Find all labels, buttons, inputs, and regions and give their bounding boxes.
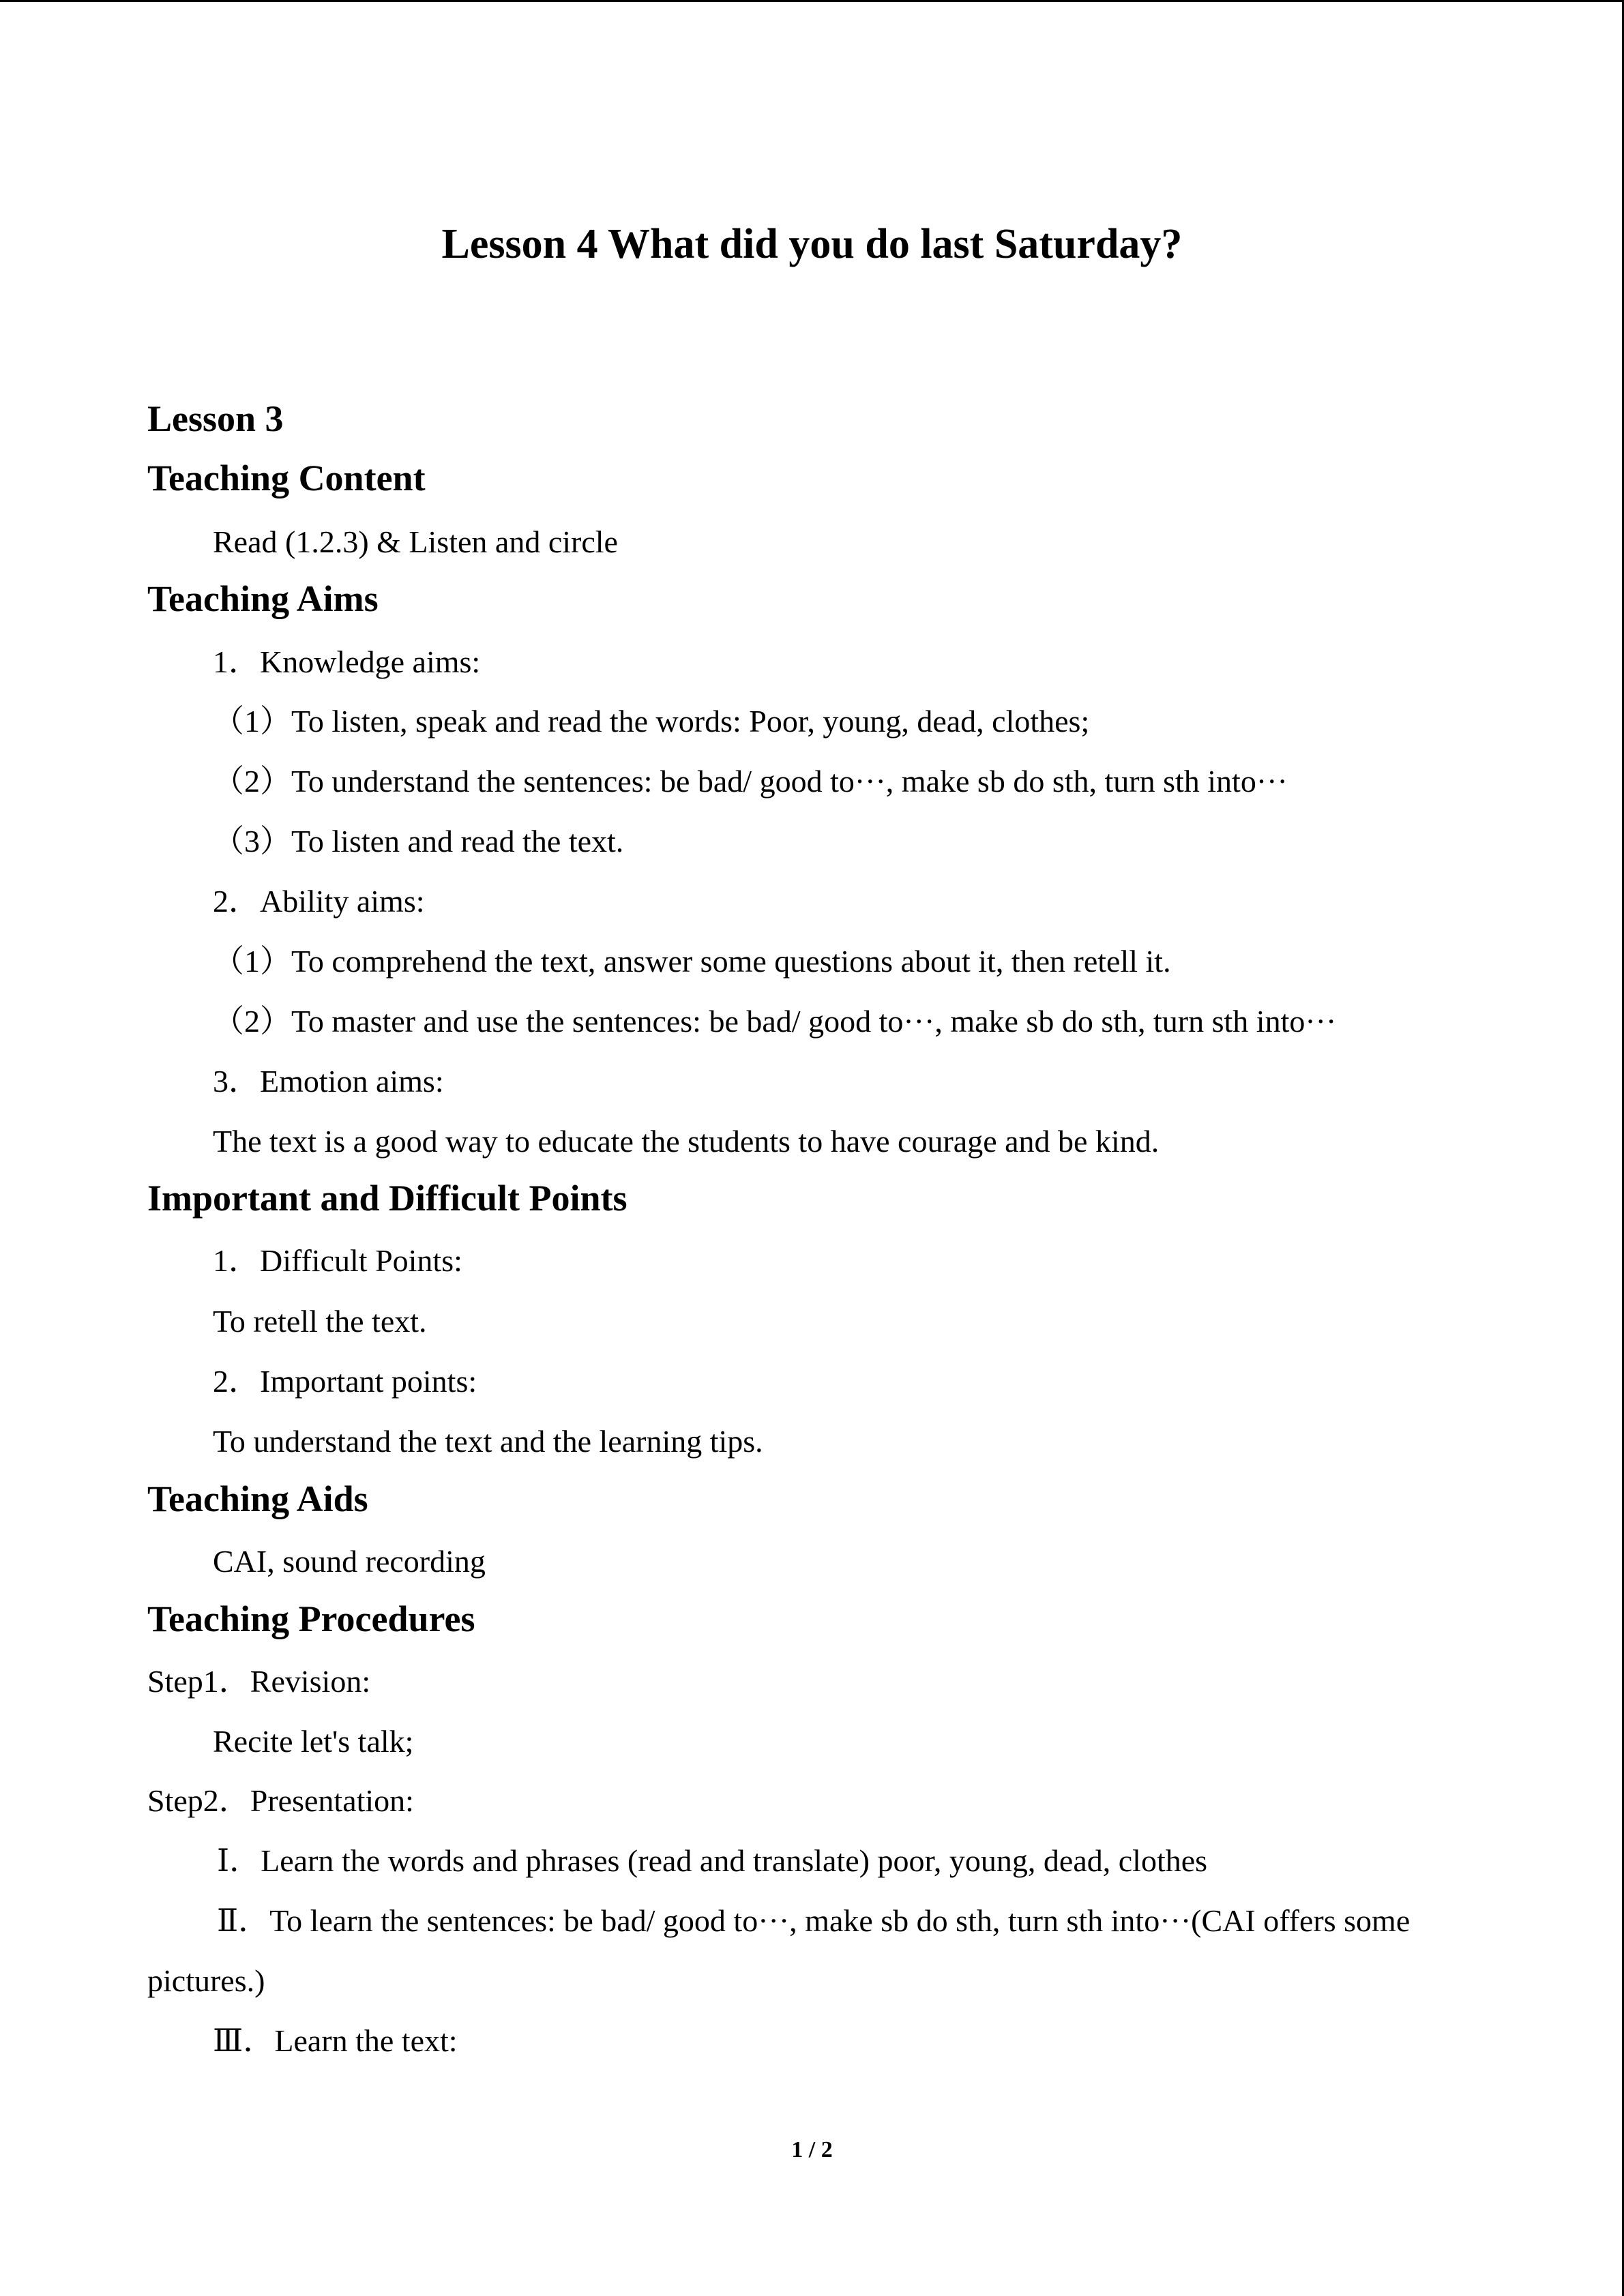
step1-label: Step1．Revision: <box>147 1664 371 1699</box>
ability-item: （1）To comprehend the text, answer some questions about it, then retell it. <box>213 944 1171 979</box>
teaching-procedures-heading: Teaching Procedures <box>147 1598 475 1639</box>
page-number: 1 / 2 <box>791 2137 833 2162</box>
important-difficult-heading: Important and Difficult Points <box>147 1178 628 1219</box>
difficult-points-text: To retell the text. <box>213 1304 427 1339</box>
teaching-aims-heading: Teaching Aims <box>147 578 379 619</box>
step1-text: Recite let's talk; <box>213 1724 414 1759</box>
presentation-item-2-continued: pictures.) <box>147 1963 265 1998</box>
important-points-label: 2．Important points: <box>213 1364 477 1399</box>
presentation-item-3: Ⅲ．Learn the text: <box>213 2023 458 2058</box>
presentation-item-2: Ⅱ．To learn the sentences: be bad/ good to···, make sb do sth, turn sth into···(CAI offers some <box>217 1903 1411 1938</box>
emotion-aims-text: The text is a good way to educate the students to have courage and be kind. <box>213 1124 1160 1159</box>
presentation-item-1: Ⅰ．Learn the words and phrases (read and translate) poor, young, dead, clothes <box>217 1843 1208 1878</box>
knowledge-aims-label: 1．Knowledge aims: <box>213 644 481 679</box>
knowledge-item: （2）To understand the sentences: be bad/ good to···, make sb do sth, turn sth into··· <box>213 764 1288 799</box>
step2-label: Step2．Presentation: <box>147 1783 414 1818</box>
teaching-content-text: Read (1.2.3) & Listen and circle <box>213 524 618 559</box>
ability-item: （2）To master and use the sentences: be bad/ good to···, make sb do sth, turn sth into··· <box>213 1004 1337 1039</box>
lesson-heading: Lesson 3 <box>147 398 284 439</box>
teaching-aids-text: CAI, sound recording <box>213 1544 486 1579</box>
teaching-aids-heading: Teaching Aids <box>147 1478 368 1519</box>
important-points-text: To understand the text and the learning tips. <box>213 1424 763 1459</box>
ability-aims-label: 2．Ability aims: <box>213 884 425 919</box>
document-title: Lesson 4 What did you do last Saturday? <box>441 221 1183 267</box>
knowledge-item: （3）To listen and read the text. <box>213 824 624 859</box>
knowledge-item: （1）To listen, speak and read the words: Poor, young, dead, clothes; <box>213 704 1090 739</box>
difficult-points-label: 1．Difficult Points: <box>213 1243 462 1278</box>
teaching-content-heading: Teaching Content <box>147 458 426 498</box>
emotion-aims-label: 3．Emotion aims: <box>213 1064 444 1099</box>
